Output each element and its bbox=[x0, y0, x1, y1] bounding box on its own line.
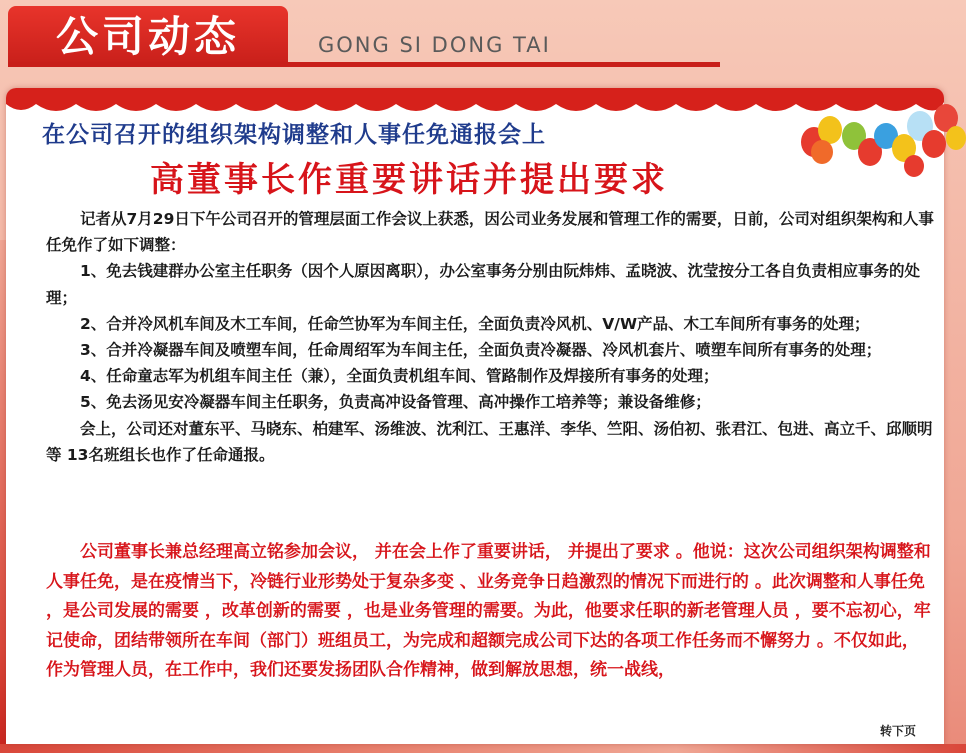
headline-title: 高董事长作重要讲话并提出要求 bbox=[150, 160, 668, 200]
bottom-border-decoration bbox=[0, 744, 966, 753]
paragraph-item-1: 1、免去钱建群办公室主任职务（因个人原因离职），办公室事务分别由阮炜炜、孟晓波、沈莹按分工各自负责相应事务的处理； bbox=[46, 262, 921, 307]
section-title-pinyin: GONG SI DONG TAI bbox=[318, 33, 551, 57]
paragraph-team-leaders: 会上，公司还对董东平、马晓东、柏建军、汤维波、沈利江、王惠洋、李华、竺阳、汤伯初、张君江、包进、高立千、邱顺明等 13名班组长也作了任命通报。 bbox=[46, 419, 933, 464]
paragraph-item-3: 3、合并冷凝器车间及喷塑车间，任命周绍军为车间主任，全面负责冷凝器、冷风机套片、喷塑车间所有事务的处理； bbox=[80, 341, 882, 360]
article-body bbox=[46, 206, 936, 468]
continue-next-page-label: 转下页 bbox=[880, 724, 917, 738]
section-title: 公司动态 bbox=[8, 6, 288, 66]
paragraph-item-5: 5、免去汤见安冷凝器车间主任职务，负责高冲设备管理、高冲操作工培养等；兼设备维修； bbox=[80, 393, 711, 412]
paragraph-intro: 记者从7月29日下午公司召开的管理层面工作会议上获悉，因公司业务发展和管理工作的需要，日前，公司对组织架构和人事任免作了如下调整： bbox=[46, 210, 934, 255]
paragraph-item-2: 2、合并冷风机车间及木工车间，任命竺协军为车间主任，全面负责冷风机、V/W产品、木工车间所有事务的处理； bbox=[80, 314, 870, 333]
balloons-decoration bbox=[796, 96, 966, 186]
paragraph-speech: 公司董事长兼总经理高立铭参加会议， 并在会上作了重要讲话， 并提出了要求 。他说：这次公司组织架构调整和人事任免，是在疫情当下，冷链行业形势处于复杂多变 、业务竞争日趋激烈的情况下而进行的 。此次调整和人事任免 ，是公司发展的需要 ，改革创新的需要 ，也是业务管理的需要。为此，他要求任职的新老管理人员 ，要不忘初心，牢记使命，团结带领所在车间（部门）班组员工，为完成和超额完成公司下达的各项工作任务而不懈努力 。不仅如此，作为管理人员，在工作中，我们还要发扬团队合作精神，做到解放思想，统一战线， bbox=[46, 542, 931, 681]
title-underline bbox=[8, 62, 720, 67]
speech-summary bbox=[46, 538, 934, 686]
paragraph-item-4: 4、任命童志军为机组车间主任（兼），全面负责机组车间、管路制作及焊接所有事务的处理； bbox=[80, 367, 719, 386]
headline-subtitle: 在公司召开的组织架构调整和人事任免通报会上 bbox=[42, 122, 546, 148]
